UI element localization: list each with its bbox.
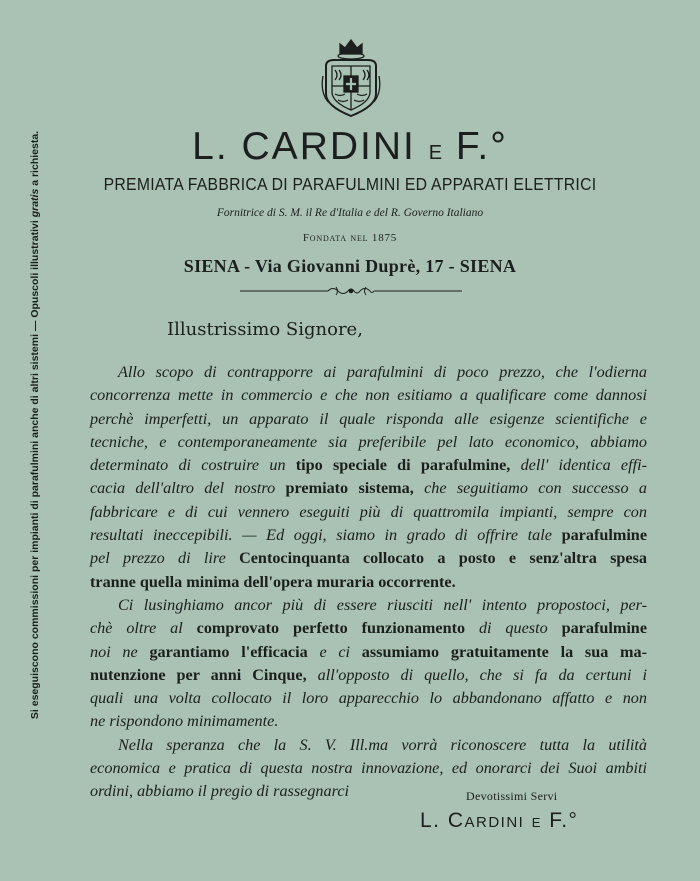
italic-text: noi ne [90, 642, 150, 661]
side-note-prefix: Si eseguiscono commissioni per impianti di parafulmini anche di altri sistemi — Opuscoli illustrativi [29, 217, 41, 720]
letter-line [90, 734, 647, 757]
italic-text: resultati ineccepibili. — Ed oggi, siamo in grado di offrire tale [90, 526, 562, 545]
italic-text: Ci lusinghiamo ancor più di essere riusciti nell' intento propostoci, per- [118, 595, 647, 614]
italic-text: Allo scopo di contrapporre ai parafulmini di poco prezzo, che l'odierna [118, 363, 647, 381]
italic-text: quali una volta collocato il loro apparecchio lo abbandonano affatto e non [90, 689, 647, 708]
signature: L. Cardini E F.° [420, 809, 579, 832]
royal-crest-icon [318, 36, 384, 120]
italic-text: Nella speranza che la S. V. Ill.ma vorrà riconoscere tutta la utilità [118, 735, 647, 754]
company-address: SIENA - Via Giovanni Duprè, 17 - SIENA [183, 256, 517, 276]
italic-text: determinato di costruire un [90, 456, 296, 475]
letter-line [90, 454, 647, 477]
company-name: L. CARDINI E F.° [192, 125, 508, 168]
italic-text: ordini, abbiamo il pregio di rassegnarci [90, 782, 349, 801]
italic-text: dell' identica effi- [510, 456, 647, 475]
letter-line [90, 384, 647, 407]
letter-line [90, 477, 647, 500]
bold-text: parafulmine [561, 619, 647, 638]
bold-text: tipo speciale di parafulmine, [295, 456, 511, 475]
flourish-divider-icon [240, 284, 462, 298]
letter-line [90, 547, 647, 570]
letter-line [90, 664, 647, 687]
letter-line [90, 757, 647, 780]
letter-line [90, 617, 647, 640]
italic-text: chè oltre al [90, 619, 197, 638]
side-note-suffix: a richiesta. [29, 130, 41, 189]
founded-line: Fondata nel 1875 [302, 232, 398, 244]
bold-text: premiato sistema, [285, 479, 414, 498]
bold-text: tranne quella minima dell'opera muraria occorrente. [90, 572, 456, 591]
italic-text: fabbricare e di cui vennero eseguiti più di quattromila impianti, sempre con [90, 502, 647, 521]
letter-line [90, 687, 647, 710]
letter-line [90, 408, 647, 431]
letter-line [90, 710, 647, 733]
italic-text: ne rispondono minimamente. [90, 712, 279, 731]
italic-text: che seguitiamo con successo a [413, 479, 647, 498]
bold-text: parafulmine [561, 526, 647, 545]
italic-text: economica e pratica di questa nostra innovazione, ed onorarci dei Suoi ambiti [90, 759, 647, 778]
letter-line [90, 780, 647, 803]
closing-phrase: Devotissimi Servi [466, 789, 558, 803]
letter-body [90, 361, 647, 804]
letter-line [90, 571, 647, 594]
bold-text: garantiamo l'efficacia [149, 642, 308, 661]
salutation: Illustrissimo Signore, [167, 319, 363, 340]
letter-line [90, 431, 647, 454]
letter-line [90, 361, 647, 384]
letter-line [90, 501, 647, 524]
letter-line [90, 524, 647, 547]
company-subtitle: PREMIATA FABBRICA DI PARAFULMINI ED APPARATI ELETTRICI [103, 174, 597, 194]
italic-text: tecniche, e contemporaneamente sia preferibile pel lato economico, abbiamo [90, 432, 647, 451]
side-note-emphasis: gratis [29, 188, 41, 218]
italic-text: perchè imperfetti, un apparato il quale risponda alle esigenze scientifiche e [90, 409, 647, 428]
bold-text: comprovato perfetto funzionamento [196, 619, 466, 638]
letter-line [90, 641, 647, 664]
royal-supplier-line: Fornitrice di S. M. il Re d'Italia e del R. Governo Italiano [216, 207, 484, 219]
italic-text: di questo [465, 619, 562, 638]
bold-text: nutenzione per anni Cinque, [90, 665, 307, 684]
italic-text: concorrenza mette in commercio e che non esitiamo a qualificare come dannosi [90, 386, 647, 405]
italic-text: pel prezzo di lire [90, 549, 240, 568]
bold-text: assumiamo gratuitamente la sua ma- [361, 642, 647, 661]
bold-text: Centocinquanta collocato a posto e senz'altra spesa [239, 549, 648, 568]
italic-text: e ci [307, 642, 362, 661]
italic-text: all'opposto di quello, che si fa da certuni i [306, 665, 647, 684]
letter-line [90, 594, 647, 617]
italic-text: cacia dell'altro del nostro [90, 479, 286, 498]
